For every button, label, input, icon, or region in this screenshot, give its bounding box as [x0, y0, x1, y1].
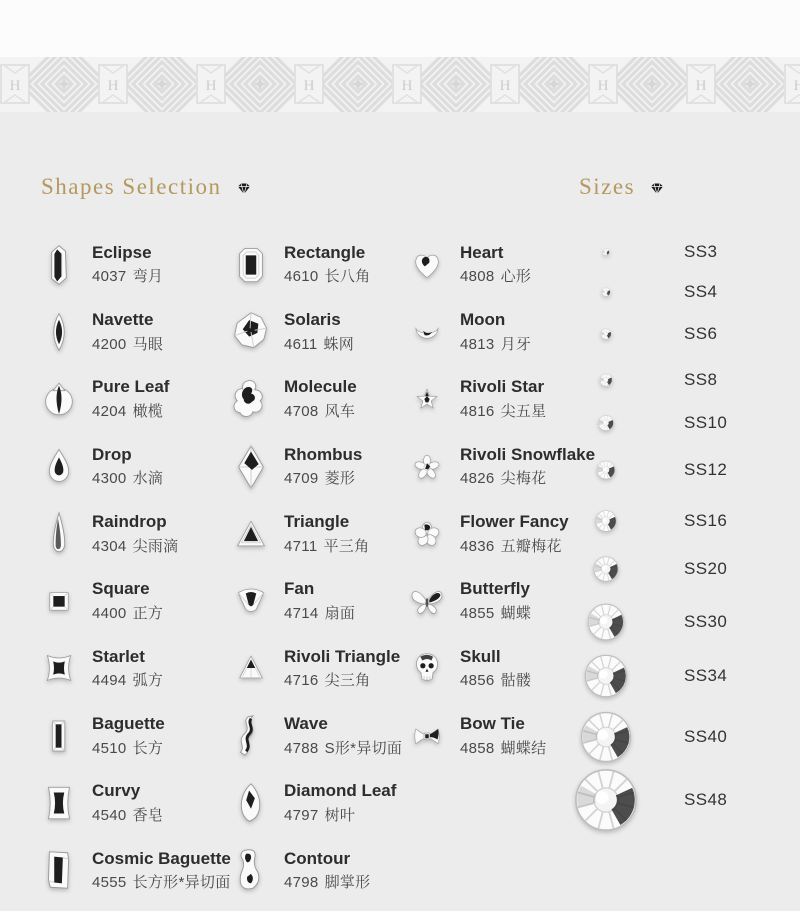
shape-name: Butterfly: [460, 579, 530, 599]
triangle-icon: [228, 515, 274, 553]
shape-item: [404, 298, 595, 365]
shape-item: [36, 837, 231, 904]
rhinestone-icon: [593, 556, 619, 582]
shape-name: Fan: [284, 579, 315, 599]
rhinestone-icon: [601, 329, 612, 340]
shape-name-cn: 长方: [132, 739, 164, 757]
shape-item: [228, 500, 402, 567]
shape-name: Baguette: [92, 713, 165, 733]
rectangle-icon: [228, 244, 274, 286]
size-label: SS20: [684, 559, 728, 578]
size-label: SS8: [684, 370, 718, 389]
shape-name-cn: 五瓣梅花: [500, 537, 562, 555]
shape-item: [404, 366, 595, 433]
shapes-column-2: [228, 231, 402, 904]
shape-code: 4788: [284, 739, 319, 757]
shape-code: 4797: [284, 806, 319, 824]
starlet-icon: [36, 648, 82, 688]
shape-code: 4300: [92, 470, 127, 488]
size-label: SS10: [684, 413, 728, 432]
shape-code: 4813: [460, 335, 495, 353]
eclipse-icon: [36, 243, 82, 287]
shape-item: [228, 635, 402, 702]
shape-item: [36, 769, 231, 836]
size-label: SS12: [684, 460, 728, 479]
shape-item: [36, 567, 231, 634]
diamond-gem-icon: [236, 183, 252, 195]
shape-name: Eclipse: [92, 242, 152, 262]
shape-code: 4204: [92, 403, 127, 421]
size-label: SS16: [684, 511, 728, 530]
shape-item: [228, 231, 402, 298]
contour-icon: [228, 846, 274, 894]
size-label: SS48: [684, 790, 728, 809]
rhinestone-icon: [602, 288, 611, 297]
shape-item: [228, 433, 402, 500]
shape-item: [404, 567, 595, 634]
shape-code: 4610: [284, 268, 319, 286]
shape-code: 4540: [92, 806, 127, 824]
shape-name: Rhombus: [284, 444, 363, 464]
diamondleaf-icon: [228, 780, 274, 826]
shape-name: Rivoli Star: [460, 377, 545, 397]
shape-name-cn: 骷髅: [500, 672, 532, 690]
size-label: SS34: [684, 666, 728, 685]
shape-name: Drop: [92, 444, 132, 464]
shape-code: 4858: [460, 739, 495, 757]
shape-name-cn: 弧方: [132, 672, 164, 690]
shape-item: [36, 366, 231, 433]
shape-name: Diamond Leaf: [284, 781, 397, 801]
pureleaf-icon: [36, 379, 82, 419]
rhombus-icon: [228, 443, 274, 491]
shape-code: 4510: [92, 739, 127, 757]
shape-name-cn: 香皂: [132, 806, 164, 824]
shape-name-cn: 尖梅花: [500, 470, 547, 488]
shape-name: Contour: [284, 848, 351, 868]
shape-code: 4611: [284, 335, 318, 353]
size-label: SS3: [684, 242, 718, 261]
bowtie-icon: [404, 722, 450, 750]
size-label: SS40: [684, 727, 728, 746]
shape-name-cn: 心形: [500, 268, 532, 286]
rivoli-triangle-icon: [228, 651, 274, 685]
square-icon: [36, 584, 82, 618]
sizes-section-title: Sizes: [579, 174, 636, 199]
shape-name-cn: 扇面: [324, 604, 356, 622]
shape-item: [228, 702, 402, 769]
rhinestone-icon: [595, 510, 617, 532]
shapes-column-1: [36, 231, 231, 904]
wave-icon: [228, 712, 274, 760]
fan-icon: [228, 583, 274, 619]
snowflake-icon: [404, 452, 450, 482]
shape-code: 4826: [460, 470, 495, 488]
shape-item: [36, 433, 231, 500]
butterfly-icon: [404, 583, 450, 619]
heart-icon: [404, 248, 450, 282]
shape-name-cn: 水滴: [132, 470, 164, 488]
rhinestone-icon: [597, 461, 616, 480]
shape-code: 4716: [284, 672, 319, 690]
shape-code: 4400: [92, 604, 127, 622]
shape-name: Triangle: [284, 512, 350, 532]
shape-name: Bow Tie: [460, 713, 525, 733]
shape-item: [228, 769, 402, 836]
shape-item: [404, 500, 595, 567]
shape-name: Starlet: [92, 646, 145, 666]
shape-name: Wave: [284, 713, 328, 733]
shape-name-cn: 脚掌形: [324, 874, 371, 892]
flower-icon: [404, 518, 450, 550]
shape-name-cn: 蝴蝶结: [500, 739, 547, 757]
shape-item: [404, 635, 595, 702]
baguette-icon: [36, 716, 82, 756]
solaris-icon: [228, 310, 274, 354]
rhinestone-icon: [603, 249, 610, 256]
shape-name-cn: 橄榄: [132, 403, 164, 421]
shape-code: 4855: [460, 604, 495, 622]
shape-code: 4555: [92, 874, 127, 892]
shape-item: [404, 231, 595, 298]
shape-name-cn: 月牙: [500, 335, 532, 353]
top-band: [0, 0, 800, 57]
size-label: SS30: [684, 612, 728, 631]
drop-icon: [36, 446, 82, 488]
shape-name-cn: 尖三角: [324, 672, 371, 690]
shape-name: Rivoli Snowflake: [460, 444, 596, 464]
shape-name: Heart: [460, 242, 504, 262]
molecule-icon: [228, 377, 274, 421]
shape-code: 4808: [460, 268, 495, 286]
shape-name-cn: 蝴蝶: [500, 604, 532, 622]
shape-item: [404, 702, 595, 769]
shape-name-cn: 尖雨滴: [132, 537, 179, 555]
navette-icon: [36, 311, 82, 353]
shape-code: 4836: [460, 537, 495, 555]
shape-code: 4200: [92, 335, 127, 353]
shape-name-cn: 平三角: [323, 537, 370, 555]
shape-item: [228, 366, 402, 433]
shape-name: Pure Leaf: [92, 377, 170, 397]
shape-name-cn: 菱形: [324, 470, 356, 488]
shapes-column-3: [404, 231, 595, 769]
shape-code: 4711: [284, 537, 318, 555]
size-label: SS4: [684, 282, 718, 301]
shape-name: Molecule: [284, 377, 357, 397]
shape-code: 4709: [284, 470, 319, 488]
shape-code: 4816: [460, 403, 495, 421]
shape-name: Navette: [92, 310, 154, 330]
shape-name-cn: 尖五星: [500, 403, 547, 421]
shape-code: 4037: [92, 268, 127, 286]
shape-name-cn: 树叶: [324, 806, 356, 824]
shape-name-cn: 长方形*异切面: [132, 874, 231, 892]
shape-code: 4494: [92, 672, 127, 690]
raindrop-icon: [36, 509, 82, 559]
shapes-section-title: Shapes Selection: [41, 174, 222, 199]
shape-name: Raindrop: [92, 512, 167, 532]
rhinestone-icon: [598, 415, 614, 431]
shape-name: Skull: [460, 646, 501, 666]
shape-name-cn: 正方: [132, 604, 164, 622]
curvy-icon: [36, 782, 82, 824]
skull-icon: [404, 650, 450, 686]
diamond-gem-icon: [649, 183, 665, 195]
shape-name-cn: 长八角: [324, 268, 371, 286]
shape-item: [36, 702, 231, 769]
shape-item: [228, 298, 402, 365]
shape-code: 4798: [284, 874, 319, 892]
shape-item: [36, 500, 231, 567]
shape-item: [228, 837, 402, 904]
shape-name: Moon: [460, 310, 506, 330]
shape-name-cn: 马眼: [132, 335, 164, 353]
shape-item: [228, 567, 402, 634]
shape-name: Flower Fancy: [460, 512, 569, 532]
shape-name: Rectangle: [284, 242, 366, 262]
moon-icon: [404, 317, 450, 347]
shape-item: [36, 231, 231, 298]
shape-name-cn: 蛛网: [323, 335, 355, 353]
shape-name: Curvy: [92, 781, 141, 801]
decorative-pattern-band: [0, 57, 800, 112]
shape-name: Cosmic Baguette: [92, 848, 231, 868]
shape-name-cn: 弯月: [132, 268, 164, 286]
shape-code: 4304: [92, 537, 127, 555]
rivoli-star-icon: [404, 383, 450, 415]
shape-name-cn: S形*异切面: [324, 739, 403, 757]
shape-name: Square: [92, 579, 150, 599]
rhinestone-icon: [600, 374, 613, 387]
shape-item: [36, 298, 231, 365]
shape-item: [404, 433, 595, 500]
shape-code: 4714: [284, 604, 319, 622]
size-label: SS6: [684, 324, 718, 343]
shape-name-cn: 风车: [324, 403, 356, 421]
shape-code: 4708: [284, 403, 319, 421]
shapes-section-header: [41, 174, 252, 200]
sizes-section-header: [579, 174, 665, 200]
shape-item: [36, 635, 231, 702]
monogram-pattern: [0, 57, 800, 112]
rhinestone-icon: [574, 768, 638, 832]
shape-name: Solaris: [284, 310, 341, 330]
shape-name: Rivoli Triangle: [284, 646, 401, 666]
cosmic-icon: [36, 846, 82, 894]
shape-code: 4856: [460, 672, 495, 690]
